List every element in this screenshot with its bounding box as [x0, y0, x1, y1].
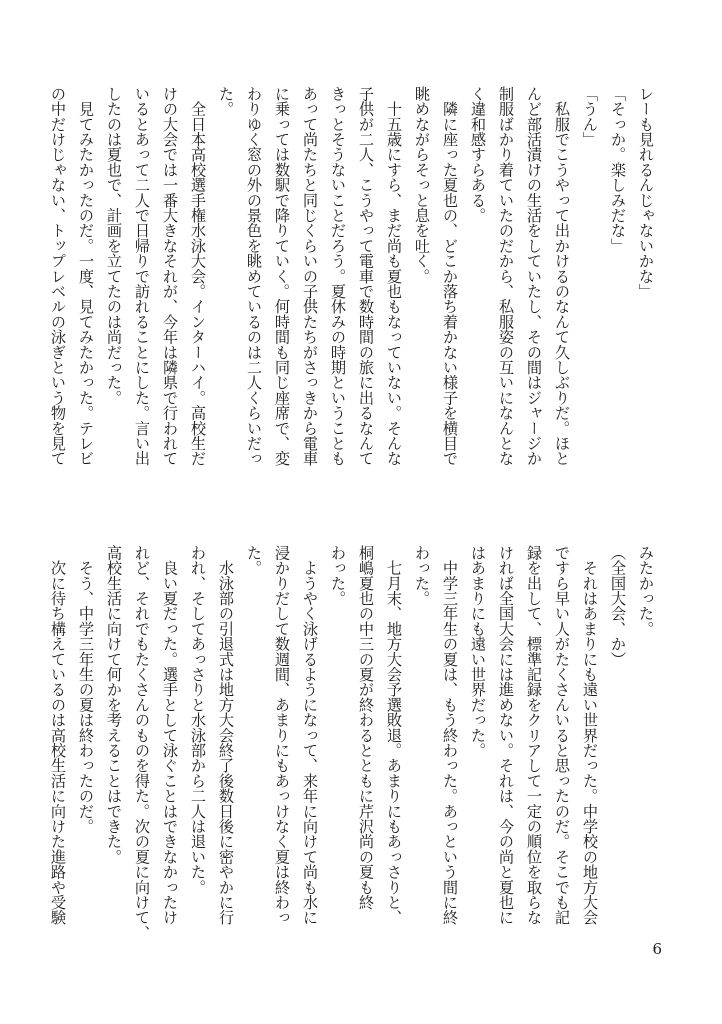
- text-line: の中だけじゃない、トップレベルの泳ぎという物を見て: [49, 86, 67, 466]
- text-line: はあまりにも遠い世界だった。: [469, 545, 487, 758]
- text-line: レーも見れるんじゃないかな」: [637, 86, 655, 299]
- lower-text-block: [40, 545, 660, 950]
- text-line: 十五歳にすら、まだ尚も夏也もなっていない。そんな: [385, 86, 403, 466]
- text-line: 隣に座った夏也の、どこか落ち着かない様子を横目で: [441, 86, 459, 466]
- text-line: 「うん」: [581, 86, 599, 147]
- text-line: に乗っては数駅で降りていく。何時間も同じ座席で、変: [273, 86, 291, 466]
- text-line: あって尚たちと同じくらいの子供たちがさっきから電車: [301, 86, 319, 466]
- text-line: それはあまりにも遠い世界だった。中学校の地方大会: [581, 545, 599, 925]
- text-line: 制服ばかり着ていたのだから、私服姿の互いになんとな: [497, 86, 515, 466]
- text-line: きっとそうないことだろう。夏休みの時期ということも: [329, 86, 347, 466]
- text-line: （全国大会、か）: [609, 545, 627, 667]
- text-line: く違和感すらある。: [469, 86, 487, 223]
- text-line: 水泳部の引退式は地方大会終了後数日後に密やかに行: [217, 545, 235, 925]
- text-line: れど、それでもたくさんのものを得た。次の夏に向けて、: [133, 545, 151, 941]
- text-line: ようやく泳げるようになって、来年に向けて尚も水に: [301, 545, 319, 925]
- text-line: 「そっか。楽しみだな」: [609, 86, 627, 254]
- text-line: ければ全国大会には進めない。それは、今の尚と夏也に: [497, 545, 515, 925]
- text-line: したのは夏也で、計画を立てたのは尚だった。: [105, 86, 123, 406]
- text-line: た。: [217, 86, 235, 117]
- text-line: わった。: [329, 545, 347, 606]
- text-line: みたかった。: [637, 545, 655, 637]
- text-line: 浸かりだして数週間、あまりにもあっけなく夏は終わっ: [273, 545, 291, 925]
- text-line: いるとあって二人で日帰りで訪れることにした。言い出: [133, 86, 151, 466]
- text-line: ですら早い人がたくさんいると思ったのだ。そこでも記: [553, 545, 571, 925]
- text-line: わりゆく窓の外の景色を眺めているのは二人くらいだっ: [245, 86, 263, 466]
- text-line: 良い夏だった。選手として泳ぐことはできなかったけ: [161, 545, 179, 925]
- text-line: 見てみたかったのだ。一度、見てみたかった。テレビ: [77, 86, 95, 466]
- text-line: 高校生活に向けて何かを考えることはできた。: [105, 545, 123, 865]
- page-number: 6: [652, 940, 662, 958]
- text-line: けの大会では一番大きなそれが、今年は隣県で行われて: [161, 86, 179, 466]
- text-line: 録を出して、標準記録をクリアして一定の順位を取らな: [525, 545, 543, 925]
- text-line: 全日本高校選手権水泳大会。インターハイ。高校生だ: [189, 86, 207, 466]
- text-line: んど部活漬けの生活をしていたし、その間はジャージか: [525, 86, 543, 466]
- text-line: た。: [245, 545, 263, 576]
- text-line: 桐嶋夏也の中三の夏が終わるとともに芹沢尚の夏も終: [357, 545, 375, 910]
- text-line: わった。: [413, 545, 431, 606]
- text-line: そう、中学三年生の夏は終わったのだ。: [77, 545, 95, 834]
- text-line: 中学三年生の夏は、もう終わった。あっという間に終: [441, 545, 459, 925]
- text-line: 私服でこうやって出かけるのなんて久しぶりだ。ほと: [553, 86, 571, 466]
- text-line: われ、そしてあっさりと水泳部から二人は退いた。: [189, 545, 207, 895]
- text-line: 七月末、地方大会予選敗退。あまりにもあっさりと、: [385, 545, 403, 925]
- text-line: 眺めながらそっと息を吐く。: [413, 86, 431, 284]
- upper-text-block: [40, 86, 660, 496]
- text-line: 子供が二人、こうやって電車で数時間の旅に出るなんて: [357, 86, 375, 466]
- text-line: 次に待ち構えているのは高校生活に向けた進路や受験: [49, 545, 67, 925]
